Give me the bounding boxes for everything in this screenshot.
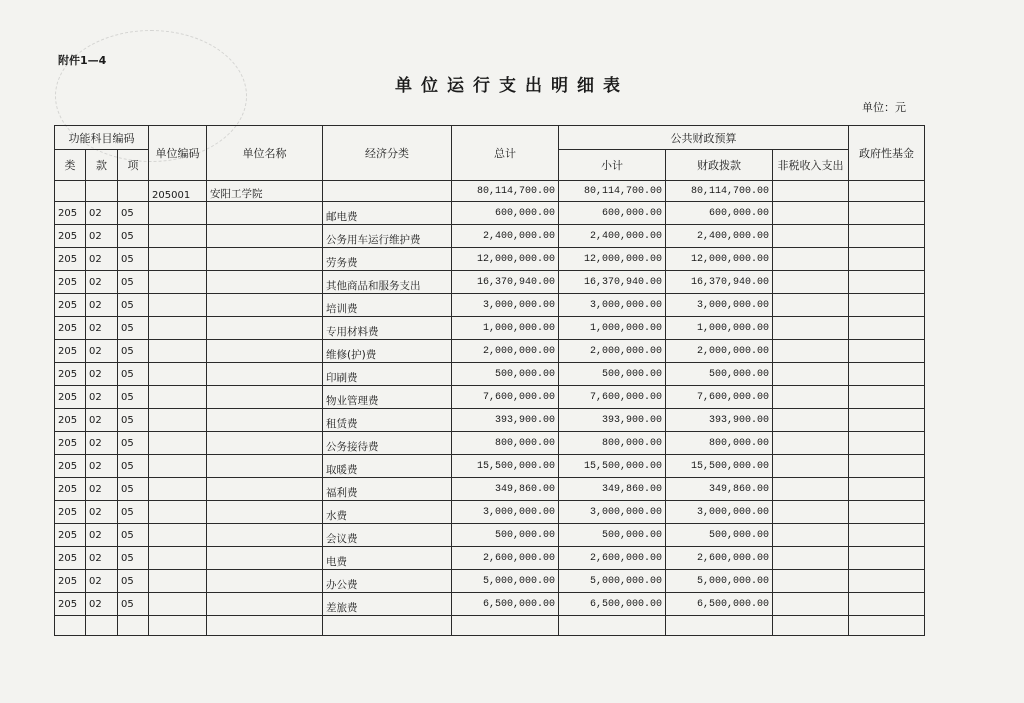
- cell-subtotal: 500,000.00: [559, 524, 666, 547]
- cell-gov-fund: [849, 317, 925, 340]
- cell-total: 349,860.00: [452, 478, 559, 501]
- cell-unit-code: [149, 317, 207, 340]
- cell-xiang: 05: [118, 455, 149, 478]
- cell-econ-class: 印刷费: [323, 363, 452, 386]
- cell-subtotal: 600,000.00: [559, 202, 666, 225]
- cell-kuan: 02: [86, 570, 118, 593]
- cell-fiscal: 15,500,000.00: [666, 455, 773, 478]
- summary-unit-code: 205001: [149, 181, 207, 202]
- cell-subtotal: 800,000.00: [559, 432, 666, 455]
- cell-kuan: 02: [86, 455, 118, 478]
- cell-kuan: 02: [86, 294, 118, 317]
- cell-unit-name: [207, 570, 323, 593]
- cell-unit-code: [149, 501, 207, 524]
- cell-fiscal: 5,000,000.00: [666, 570, 773, 593]
- cell-non-tax: [773, 478, 849, 501]
- cell-unit-code: [149, 524, 207, 547]
- summary-subtotal: 80,114,700.00: [559, 181, 666, 202]
- header-econ-class: 经济分类: [323, 126, 452, 181]
- cell-total: 800,000.00: [452, 432, 559, 455]
- cell-subtotal: 349,860.00: [559, 478, 666, 501]
- cell-total: 6,500,000.00: [452, 593, 559, 616]
- cell-kuan: 02: [86, 547, 118, 570]
- cell-subtotal: 3,000,000.00: [559, 294, 666, 317]
- cell-lei: 205: [55, 294, 86, 317]
- cell-gov-fund: [849, 501, 925, 524]
- cell-subtotal: 500,000.00: [559, 363, 666, 386]
- cell-gov-fund: [849, 340, 925, 363]
- cell-non-tax: [773, 501, 849, 524]
- cell-non-tax: [773, 340, 849, 363]
- cell-xiang: 05: [118, 547, 149, 570]
- table-row: [55, 570, 925, 593]
- cell-fiscal: 600,000.00: [666, 202, 773, 225]
- cell-unit-name: [207, 271, 323, 294]
- cell-xiang: 05: [118, 386, 149, 409]
- cell-non-tax: [773, 271, 849, 294]
- summary-unit-name: 安阳工学院: [207, 181, 323, 202]
- cell-non-tax: [773, 570, 849, 593]
- header-total: 总计: [452, 126, 559, 181]
- cell-unit-code: [149, 593, 207, 616]
- cell-gov-fund: [849, 547, 925, 570]
- cell-econ-class: 培训费: [323, 294, 452, 317]
- cell-xiang: 05: [118, 317, 149, 340]
- cell-unit-name: [207, 547, 323, 570]
- cell-total: 2,000,000.00: [452, 340, 559, 363]
- table-row: [55, 501, 925, 524]
- blank-row: [55, 616, 925, 636]
- cell-xiang: 05: [118, 294, 149, 317]
- cell-unit-code: [149, 432, 207, 455]
- cell-kuan: 02: [86, 363, 118, 386]
- cell-unit-name: [207, 409, 323, 432]
- cell-lei: 205: [55, 593, 86, 616]
- cell-non-tax: [773, 547, 849, 570]
- table-row: [55, 524, 925, 547]
- cell-unit-name: [207, 478, 323, 501]
- cell-econ-class: 租赁费: [323, 409, 452, 432]
- cell-gov-fund: [849, 294, 925, 317]
- cell-fiscal: 3,000,000.00: [666, 501, 773, 524]
- cell-gov-fund: [849, 225, 925, 248]
- cell-gov-fund: [849, 455, 925, 478]
- cell-subtotal: 2,600,000.00: [559, 547, 666, 570]
- cell-gov-fund: [849, 524, 925, 547]
- table-row: [55, 294, 925, 317]
- cell-econ-class: 专用材料费: [323, 317, 452, 340]
- cell-econ-class: 维修(护)费: [323, 340, 452, 363]
- cell-kuan: 02: [86, 409, 118, 432]
- cell-non-tax: [773, 593, 849, 616]
- cell-total: 600,000.00: [452, 202, 559, 225]
- cell-xiang: 05: [118, 202, 149, 225]
- cell-unit-name: [207, 225, 323, 248]
- cell-kuan: 02: [86, 202, 118, 225]
- cell-subtotal: 15,500,000.00: [559, 455, 666, 478]
- cell-total: 2,400,000.00: [452, 225, 559, 248]
- cell-unit-code: [149, 248, 207, 271]
- cell-unit-code: [149, 340, 207, 363]
- table-row: [55, 409, 925, 432]
- cell-xiang: 05: [118, 248, 149, 271]
- table-row: [55, 593, 925, 616]
- cell-lei: 205: [55, 248, 86, 271]
- table-row: [55, 225, 925, 248]
- cell-fiscal: 500,000.00: [666, 363, 773, 386]
- cell-non-tax: [773, 248, 849, 271]
- cell-total: 393,900.00: [452, 409, 559, 432]
- cell-unit-name: [207, 593, 323, 616]
- cell-kuan: 02: [86, 432, 118, 455]
- cell-gov-fund: [849, 248, 925, 271]
- cell-unit-code: [149, 547, 207, 570]
- cell-xiang: 05: [118, 409, 149, 432]
- cell-unit-name: [207, 317, 323, 340]
- cell-gov-fund: [849, 432, 925, 455]
- cell-unit-name: [207, 501, 323, 524]
- cell-xiang: 05: [118, 363, 149, 386]
- cell-non-tax: [773, 432, 849, 455]
- cell-unit-code: [149, 363, 207, 386]
- cell-non-tax: [773, 225, 849, 248]
- header-xiang: 项: [118, 150, 149, 181]
- cell-xiang: 05: [118, 225, 149, 248]
- cell-econ-class: 取暖费: [323, 455, 452, 478]
- cell-fiscal: 349,860.00: [666, 478, 773, 501]
- cell-lei: 205: [55, 225, 86, 248]
- cell-total: 2,600,000.00: [452, 547, 559, 570]
- cell-kuan: 02: [86, 225, 118, 248]
- cell-gov-fund: [849, 570, 925, 593]
- cell-unit-name: [207, 455, 323, 478]
- cell-total: 1,000,000.00: [452, 317, 559, 340]
- cell-kuan: 02: [86, 524, 118, 547]
- cell-non-tax: [773, 386, 849, 409]
- cell-unit-name: [207, 524, 323, 547]
- cell-non-tax: [773, 363, 849, 386]
- cell-fiscal: 2,400,000.00: [666, 225, 773, 248]
- cell-fiscal: 500,000.00: [666, 524, 773, 547]
- summary-row: [55, 181, 925, 202]
- cell-unit-name: [207, 386, 323, 409]
- cell-unit-code: [149, 570, 207, 593]
- cell-unit-code: [149, 455, 207, 478]
- cell-unit-code: [149, 409, 207, 432]
- cell-subtotal: 1,000,000.00: [559, 317, 666, 340]
- cell-lei: 205: [55, 386, 86, 409]
- page-title: 单位运行支出明细表: [395, 76, 629, 96]
- header-unit-name: 单位名称: [207, 126, 323, 181]
- cell-xiang: 05: [118, 432, 149, 455]
- cell-total: 500,000.00: [452, 524, 559, 547]
- cell-xiang: 05: [118, 271, 149, 294]
- table-row: [55, 547, 925, 570]
- cell-subtotal: 393,900.00: [559, 409, 666, 432]
- cell-subtotal: 2,400,000.00: [559, 225, 666, 248]
- cell-fiscal: 16,370,940.00: [666, 271, 773, 294]
- header-kuan: 款: [86, 150, 118, 181]
- cell-econ-class: 公务用车运行维护费: [323, 225, 452, 248]
- cell-gov-fund: [849, 386, 925, 409]
- header-public-budget: 公共财政预算: [559, 126, 849, 150]
- table-row: [55, 248, 925, 271]
- cell-econ-class: 福利费: [323, 478, 452, 501]
- cell-lei: 205: [55, 432, 86, 455]
- cell-lei: 205: [55, 363, 86, 386]
- cell-gov-fund: [849, 363, 925, 386]
- cell-fiscal: 6,500,000.00: [666, 593, 773, 616]
- cell-fiscal: 12,000,000.00: [666, 248, 773, 271]
- cell-econ-class: 其他商品和服务支出: [323, 271, 452, 294]
- cell-lei: 205: [55, 409, 86, 432]
- cell-unit-name: [207, 248, 323, 271]
- cell-unit-code: [149, 386, 207, 409]
- header-non-tax: 非税收入支出: [773, 150, 849, 181]
- summary-total: 80,114,700.00: [452, 181, 559, 202]
- cell-lei: 205: [55, 317, 86, 340]
- cell-econ-class: 电费: [323, 547, 452, 570]
- cell-lei: 205: [55, 501, 86, 524]
- cell-fiscal: 3,000,000.00: [666, 294, 773, 317]
- cell-fiscal: 2,600,000.00: [666, 547, 773, 570]
- cell-econ-class: 劳务费: [323, 248, 452, 271]
- cell-econ-class: 邮电费: [323, 202, 452, 225]
- cell-econ-class: 会议费: [323, 524, 452, 547]
- cell-subtotal: 3,000,000.00: [559, 501, 666, 524]
- header-unit-code: 单位编码: [149, 126, 207, 181]
- table-row: [55, 317, 925, 340]
- cell-total: 500,000.00: [452, 363, 559, 386]
- cell-fiscal: 800,000.00: [666, 432, 773, 455]
- cell-econ-class: 物业管理费: [323, 386, 452, 409]
- expenditure-table: [54, 125, 925, 636]
- cell-subtotal: 16,370,940.00: [559, 271, 666, 294]
- cell-gov-fund: [849, 202, 925, 225]
- cell-xiang: 05: [118, 593, 149, 616]
- header-gov-fund: 政府性基金: [849, 126, 925, 181]
- cell-non-tax: [773, 409, 849, 432]
- cell-unit-name: [207, 340, 323, 363]
- cell-gov-fund: [849, 271, 925, 294]
- cell-subtotal: 2,000,000.00: [559, 340, 666, 363]
- cell-total: 3,000,000.00: [452, 294, 559, 317]
- attachment-label: 附件1—4: [58, 54, 107, 67]
- cell-unit-name: [207, 294, 323, 317]
- cell-xiang: 05: [118, 340, 149, 363]
- cell-unit-code: [149, 478, 207, 501]
- cell-lei: 205: [55, 570, 86, 593]
- cell-kuan: 02: [86, 593, 118, 616]
- cell-kuan: 02: [86, 501, 118, 524]
- cell-gov-fund: [849, 593, 925, 616]
- cell-total: 12,000,000.00: [452, 248, 559, 271]
- cell-fiscal: 1,000,000.00: [666, 317, 773, 340]
- cell-unit-code: [149, 294, 207, 317]
- cell-kuan: 02: [86, 478, 118, 501]
- cell-econ-class: 水费: [323, 501, 452, 524]
- table-row: [55, 363, 925, 386]
- cell-unit-code: [149, 271, 207, 294]
- cell-gov-fund: [849, 409, 925, 432]
- cell-gov-fund: [849, 478, 925, 501]
- table-row: [55, 432, 925, 455]
- cell-fiscal: 2,000,000.00: [666, 340, 773, 363]
- cell-econ-class: 办公费: [323, 570, 452, 593]
- cell-kuan: 02: [86, 248, 118, 271]
- cell-subtotal: 6,500,000.00: [559, 593, 666, 616]
- cell-unit-name: [207, 432, 323, 455]
- cell-subtotal: 5,000,000.00: [559, 570, 666, 593]
- cell-unit-name: [207, 202, 323, 225]
- cell-lei: 205: [55, 271, 86, 294]
- header-subtotal: 小计: [559, 150, 666, 181]
- cell-total: 5,000,000.00: [452, 570, 559, 593]
- cell-total: 3,000,000.00: [452, 501, 559, 524]
- cell-lei: 205: [55, 478, 86, 501]
- cell-kuan: 02: [86, 386, 118, 409]
- cell-econ-class: 公务接待费: [323, 432, 452, 455]
- cell-xiang: 05: [118, 501, 149, 524]
- cell-non-tax: [773, 317, 849, 340]
- cell-kuan: 02: [86, 271, 118, 294]
- cell-non-tax: [773, 455, 849, 478]
- table-row: [55, 340, 925, 363]
- cell-xiang: 05: [118, 478, 149, 501]
- unit-label: 单位：元: [862, 101, 906, 114]
- table-row: [55, 271, 925, 294]
- cell-fiscal: 7,600,000.00: [666, 386, 773, 409]
- cell-unit-name: [207, 363, 323, 386]
- cell-xiang: 05: [118, 570, 149, 593]
- cell-fiscal: 393,900.00: [666, 409, 773, 432]
- cell-unit-code: [149, 202, 207, 225]
- header-lei: 类: [55, 150, 86, 181]
- table-row: [55, 202, 925, 225]
- cell-subtotal: 7,600,000.00: [559, 386, 666, 409]
- cell-econ-class: 差旅费: [323, 593, 452, 616]
- cell-xiang: 05: [118, 524, 149, 547]
- cell-non-tax: [773, 524, 849, 547]
- summary-fiscal: 80,114,700.00: [666, 181, 773, 202]
- cell-non-tax: [773, 294, 849, 317]
- cell-unit-code: [149, 225, 207, 248]
- cell-kuan: 02: [86, 340, 118, 363]
- cell-non-tax: [773, 202, 849, 225]
- cell-total: 7,600,000.00: [452, 386, 559, 409]
- table-row: [55, 478, 925, 501]
- cell-subtotal: 12,000,000.00: [559, 248, 666, 271]
- header-row-1: [55, 126, 925, 150]
- table-row: [55, 455, 925, 478]
- cell-total: 15,500,000.00: [452, 455, 559, 478]
- cell-kuan: 02: [86, 317, 118, 340]
- header-function-code: 功能科目编码: [55, 126, 149, 150]
- cell-lei: 205: [55, 547, 86, 570]
- header-fiscal: 财政拨款: [666, 150, 773, 181]
- cell-lei: 205: [55, 340, 86, 363]
- cell-lei: 205: [55, 524, 86, 547]
- table-row: [55, 386, 925, 409]
- cell-lei: 205: [55, 202, 86, 225]
- cell-total: 16,370,940.00: [452, 271, 559, 294]
- cell-lei: 205: [55, 455, 86, 478]
